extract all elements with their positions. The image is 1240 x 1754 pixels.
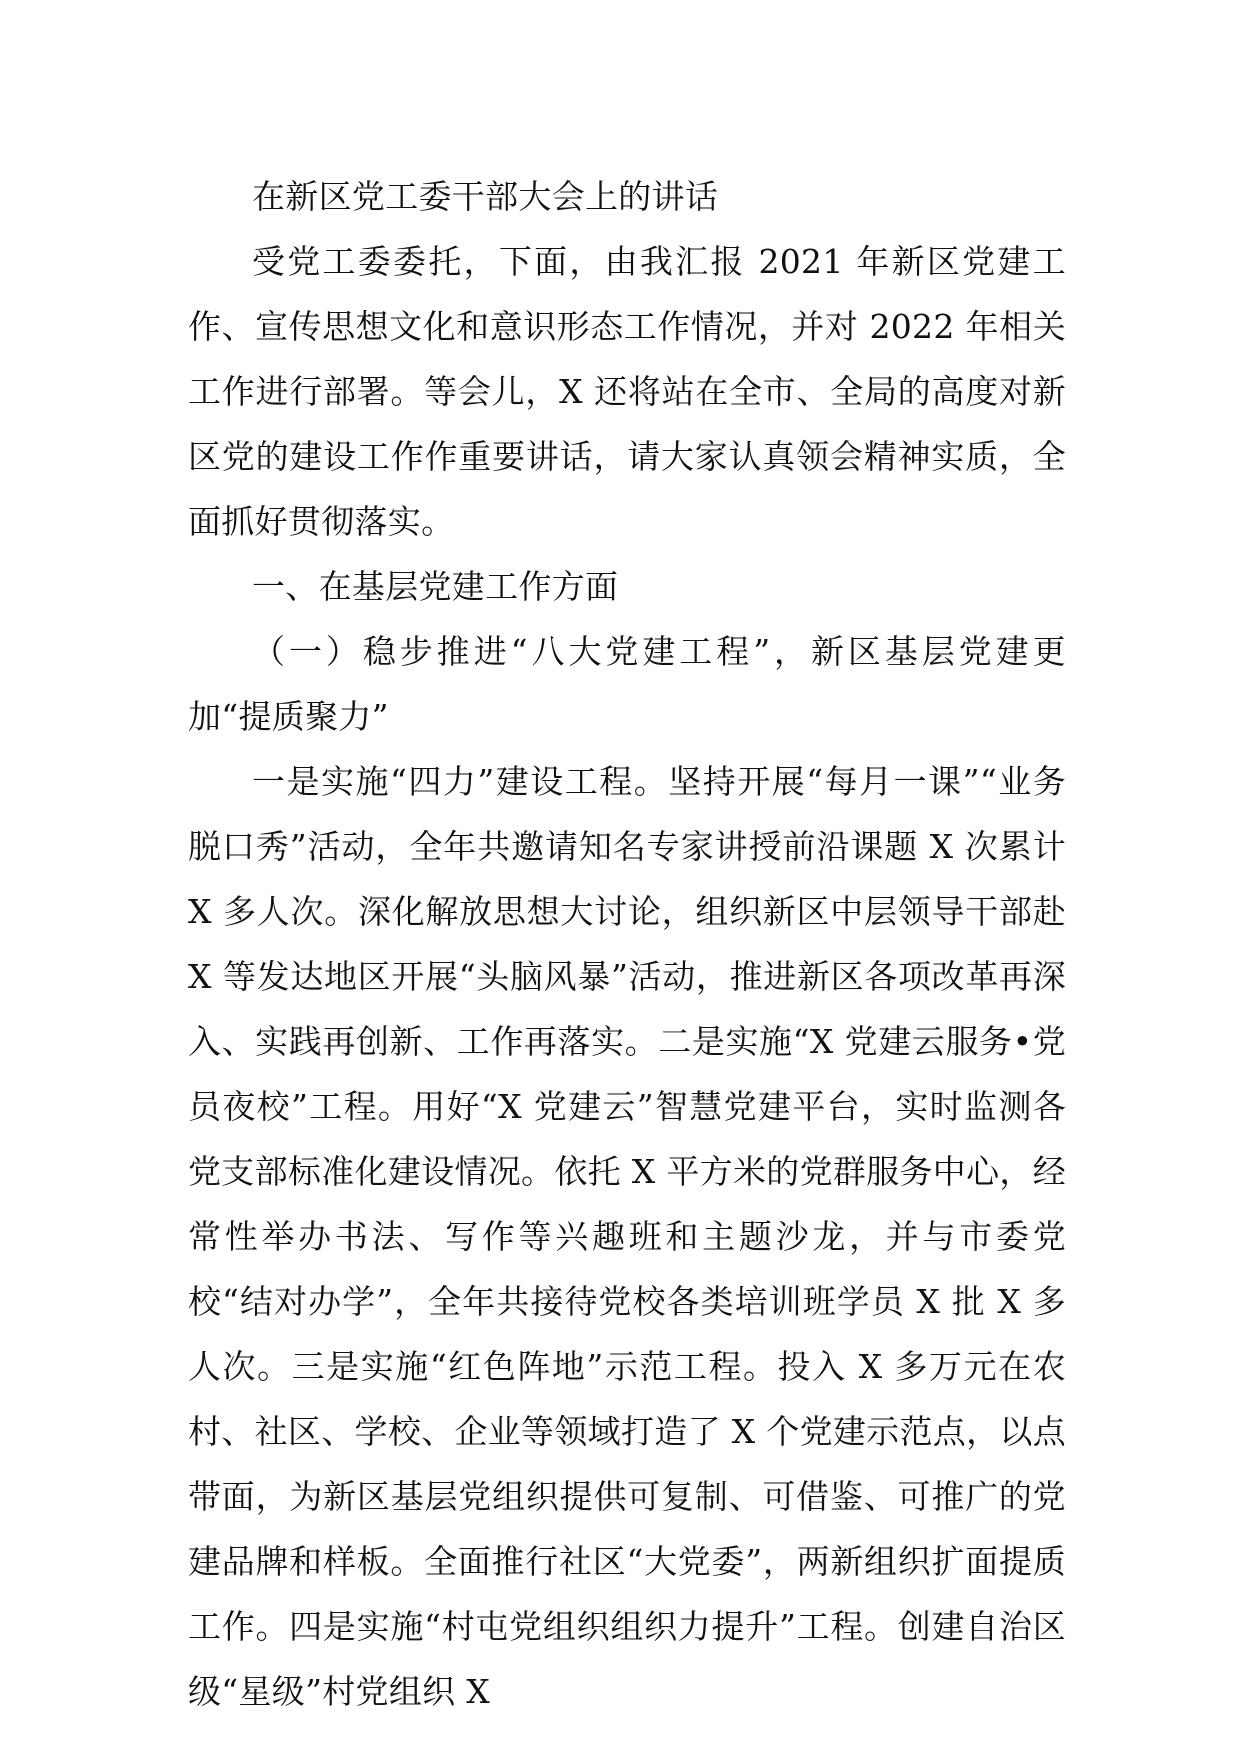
subsection-heading: （一）稳步推进“八大党建工程”，新区基层党建更加“提质聚力” — [188, 632, 1066, 736]
paragraph-intro: 受党工委委托，下面，由我汇报 2021 年新区党建工作、宣传思想文化和意识形态工作情况，并对 2022 年相关工作进行部署。等会儿，X 还将站在全市、全局的高度对新区党的建设工作作重要讲话，请大家认真领会精神实质，全面抓好贯彻落实。 — [188, 242, 1066, 541]
document-body — [188, 164, 1066, 1724]
section-heading: 一、在基层党建工作方面 — [252, 567, 619, 606]
paragraph-body: 一是实施“四力”建设工程。坚持开展“每月一课”“业务脱口秀”活动，全年共邀请知名专家讲授前沿课题 X 次累计 X 多人次。深化解放思想大讨论，组织新区中层领导干部赴 X 等发达地区开展“头脑风暴”活动，推进新区各项改革再深入、实践再创新、工作再落实。二是实施“X 党建云服务•党员夜校”工程。用好“X 党建云”智慧党建平台，实时监测各党支部标准化建设情况。依托 X 平方米的党群服务中心，经常性举办书法、写作等兴趣班和主题沙龙，并与市委党校“结对办学”，全年共接待党校各类培训班学员 X 批 X 多人次。三是实施“红色阵地”示范工程。投入 X 多万元在农村、社区、学校、企业等领域打造了 X 个党建示范点，以点带面，为新区基层党组织提供可复制、可借鉴、可推广的党建品牌和样板。全面推行社区“大党委”，两新组织扩面提质工作。四是实施“村屯党组织组织力提升”工程。创建自治区级“星级”村党组织 X — [188, 762, 1066, 1711]
document-title: 在新区党工委干部大会上的讲话 — [252, 177, 719, 216]
